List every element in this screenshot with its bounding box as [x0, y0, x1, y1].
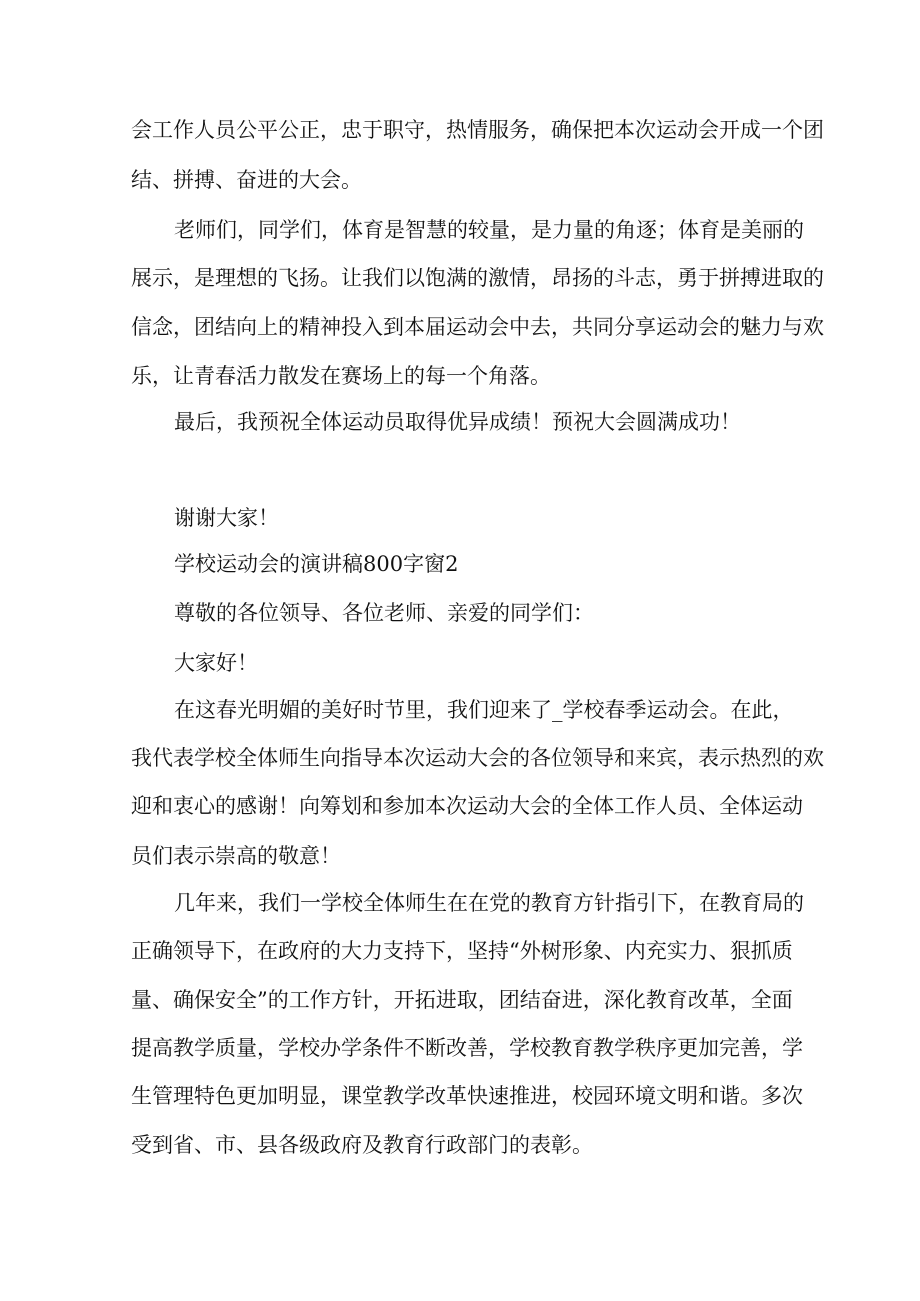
text-line: 谢谢大家！: [174, 506, 279, 530]
text-line: 结、拼搏、奋进的大会。: [131, 168, 362, 192]
text-line: 生管理特色更加明显，课堂教学改革快速推进，校园环境文明和谐。多次: [131, 1084, 803, 1108]
text-line: 乐，让青春活力散发在赛场上的每一个角落。: [131, 364, 551, 388]
text-line: 几年来，我们一学校全体师生在在党的教育方针指引下，在教育局的: [174, 891, 804, 915]
text-line: 在这春光明媚的美好时节里，我们迎来了_学校春季运动会。在此，: [174, 698, 794, 722]
text-line: 受到省、市、县各级政府及教育行政部门的表彰。: [131, 1133, 593, 1157]
text-line: 正确领导下，在政府的大力支持下，坚持“外树形象、内充实力、狠抓质: [131, 939, 793, 963]
text-line: 迎和衷心的感谢！向筹划和参加本次运动大会的全体工作人员、全体运动: [131, 794, 803, 818]
text-line: 最后，我预祝全体运动员取得优异成绩！预祝大会圆满成功！: [174, 410, 741, 434]
text-line: 会工作人员公平公正，忠于职守，热情服务，确保把本次运动会开成一个团: [131, 118, 824, 142]
text-line: 员们表示崇高的敬意！: [131, 844, 341, 868]
text-line: 信念，团结向上的精神投入到本届运动会中去，共同分享运动会的魅力与欢: [131, 315, 824, 339]
text-line: 提高教学质量，学校办学条件不断改善，学校教育教学秩序更加完善，学: [131, 1036, 803, 1060]
text-line: 老师们，同学们，体育是智慧的较量，是力量的角逐；体育是美丽的: [174, 218, 804, 242]
text-line: 量、确保安全”的工作方针，开拓进取，团结奋进，深化教育改革，全面: [131, 988, 793, 1012]
text-line: 我代表学校全体师生向指导本次运动大会的各位领导和来宾，表示热烈的欢: [131, 746, 824, 770]
text-line: 展示，是理想的飞扬。让我们以饱满的激情，昂扬的斗志，勇于拼搏进取的: [131, 266, 824, 290]
text-line: 大家好！: [174, 651, 258, 675]
section-title: 学校运动会的演讲稿800字窗2: [174, 552, 459, 576]
text-line: 尊敬的各位领导、各位老师、亲爱的同学们：: [174, 601, 594, 625]
